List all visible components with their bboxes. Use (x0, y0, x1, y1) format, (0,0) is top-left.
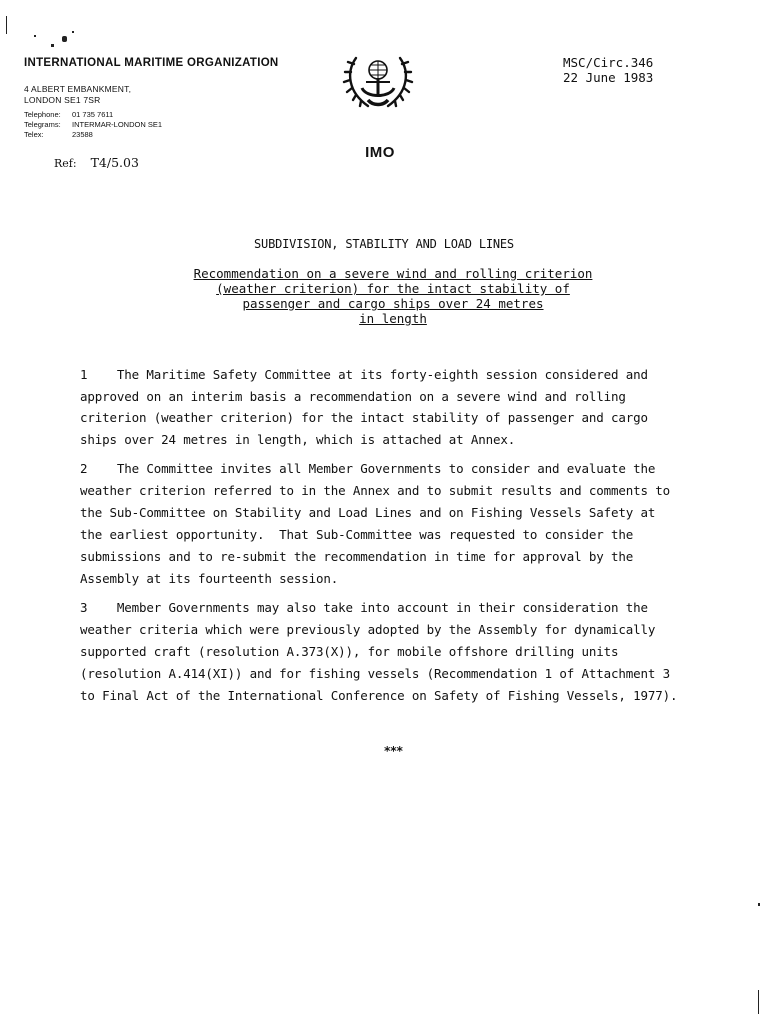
telegrams-label: Telegrams: (24, 120, 61, 129)
scan-mark (6, 16, 7, 34)
reference (54, 155, 139, 170)
circular-date: 22 June 1983 (563, 70, 654, 85)
paragraph-1-line: approved on an interim basis a recommendation on a severe wind and rolling (80, 389, 626, 404)
paragraph-1-line: 1 The Maritime Safety Committee at its forty-eighth session considered and (80, 367, 648, 382)
reference-label: Ref: (54, 157, 77, 170)
subtitle-line: Recommendation on a severe wind and rolling criterion (193, 266, 593, 281)
scan-mark (62, 36, 67, 42)
scan-mark (758, 903, 760, 906)
paragraph-2-line: the earliest opportunity. That Sub-Committee was requested to consider the (80, 527, 634, 542)
organization-acronym: IMO (365, 144, 395, 161)
telex-row (24, 130, 93, 139)
document-heading: SUBDIVISION, STABILITY AND LOAD LINES (254, 237, 514, 251)
end-separator: *** (383, 744, 403, 758)
scan-mark (51, 44, 54, 47)
paragraph-2-line: 2 The Committee invites all Member Governments to consider and evaluate the (80, 461, 656, 476)
subtitle-line: in length (359, 311, 427, 326)
telephone-value: 01 735 7611 (72, 110, 114, 119)
telephone-row (24, 110, 113, 119)
reference-value: T4/5.03 (90, 155, 139, 170)
subtitle-line: (weather criterion) for the intact stability of (216, 281, 570, 296)
scan-mark (34, 35, 36, 37)
paragraph-3-line: to Final Act of the International Conference on Safety of Fishing Vessels, 1977). (80, 688, 678, 703)
paragraph-1-line: ships over 24 metres in length, which is attached at Annex. (80, 432, 516, 447)
paragraph-3-line: weather criteria which were previously adopted by the Assembly for dynamically (80, 622, 656, 637)
paragraph-2-line: submissions and to re-submit the recommendation in time for approval by the (80, 549, 634, 564)
paragraph-3-line: 3 Member Governments may also take into account in their consideration the (80, 600, 648, 615)
address-line-2: LONDON SE1 7SR (24, 95, 101, 105)
telephone-label: Telephone: (24, 110, 61, 119)
subtitle-line: passenger and cargo ships over 24 metres (242, 296, 544, 311)
telegrams-value: INTERMAR-LONDON SE1 (72, 120, 163, 129)
organization-name: INTERNATIONAL MARITIME ORGANIZATION (24, 57, 279, 69)
circular-number: MSC/Circ.346 (563, 55, 654, 70)
un-laurel-anchor-emblem-icon (338, 50, 418, 114)
telegrams-row (24, 120, 162, 129)
telex-label: Telex: (24, 130, 44, 139)
scan-mark (72, 31, 74, 33)
address-line-1: 4 ALBERT EMBANKMENT, (24, 84, 132, 94)
paragraph-1-line: criterion (weather criterion) for the intact stability of passenger and cargo (80, 410, 648, 425)
paragraph-3-line: (resolution A.414(XI)) and for fishing vessels (Recommendation 1 of Attachment 3 (80, 666, 671, 681)
paragraph-3-line: supported craft (resolution A.373(X)), for mobile offshore drilling units (80, 644, 619, 659)
paragraph-2-line: Assembly at its fourteenth session. (80, 571, 339, 586)
paragraph-2-line: the Sub-Committee on Stability and Load Lines and on Fishing Vessels Safety at (80, 505, 656, 520)
telex-value: 23588 (72, 130, 93, 139)
paragraph-2-line: weather criterion referred to in the Annex and to submit results and comments to (80, 483, 671, 498)
scan-mark (758, 990, 759, 1014)
